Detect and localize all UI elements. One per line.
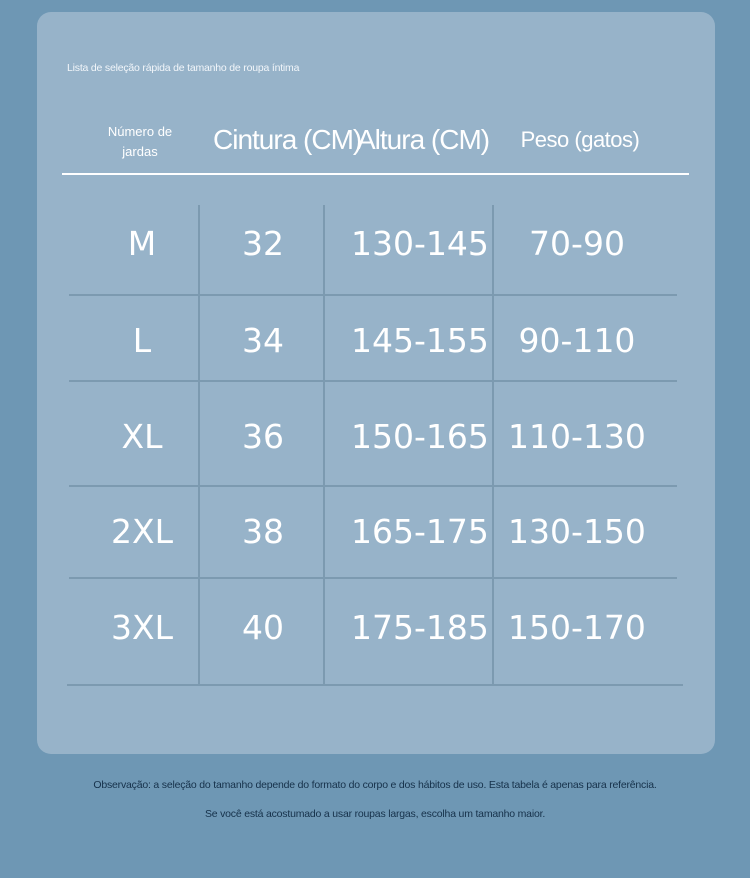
row-divider <box>69 380 677 382</box>
cell-height: 175-185 <box>351 608 489 647</box>
cell-waist: 36 <box>242 417 284 456</box>
cell-weight: 150-170 <box>508 608 646 647</box>
cell-weight: 90-110 <box>518 321 636 360</box>
header-height: Altura (CM) <box>357 124 490 155</box>
header-divider <box>62 173 689 175</box>
header-waist: Cintura (CM) <box>213 124 362 155</box>
column-divider <box>198 205 200 686</box>
cell-size: XL <box>121 417 163 456</box>
cell-height: 150-165 <box>351 417 489 456</box>
cell-size: 3XL <box>111 608 173 647</box>
cell-height: 165-175 <box>351 512 489 551</box>
cell-weight: 110-130 <box>508 417 646 456</box>
note-text: Observação: a seleção do tamanho depende do formato do corpo e dos hábitos de uso. Esta tabela é apenas para referência. <box>93 779 657 791</box>
cell-waist: 38 <box>242 512 284 551</box>
header-weight: Peso (gatos) <box>520 127 640 152</box>
row-divider <box>69 577 677 579</box>
column-divider <box>323 205 325 686</box>
row-divider <box>69 485 677 487</box>
cell-waist: 32 <box>242 224 284 263</box>
header-size: Número de jardas <box>107 124 173 159</box>
chart-title: Lista de seleção rápida de tamanho de roupa íntima <box>67 62 300 74</box>
cell-size: L <box>132 321 152 360</box>
cell-height: 145-155 <box>351 321 489 360</box>
row-divider <box>69 294 677 296</box>
cell-size: M <box>127 224 157 263</box>
cell-height: 130-145 <box>351 224 489 263</box>
cell-weight: 70-90 <box>529 224 625 263</box>
cell-size: 2XL <box>111 512 173 551</box>
cell-waist: 40 <box>242 608 284 647</box>
cell-waist: 34 <box>242 321 284 360</box>
size-chart-card <box>37 12 715 754</box>
note-text-secondary: Se você está acostumado a usar roupas largas, escolha um tamanho maior. <box>204 808 546 820</box>
cell-weight: 130-150 <box>508 512 646 551</box>
row-divider <box>67 684 683 686</box>
